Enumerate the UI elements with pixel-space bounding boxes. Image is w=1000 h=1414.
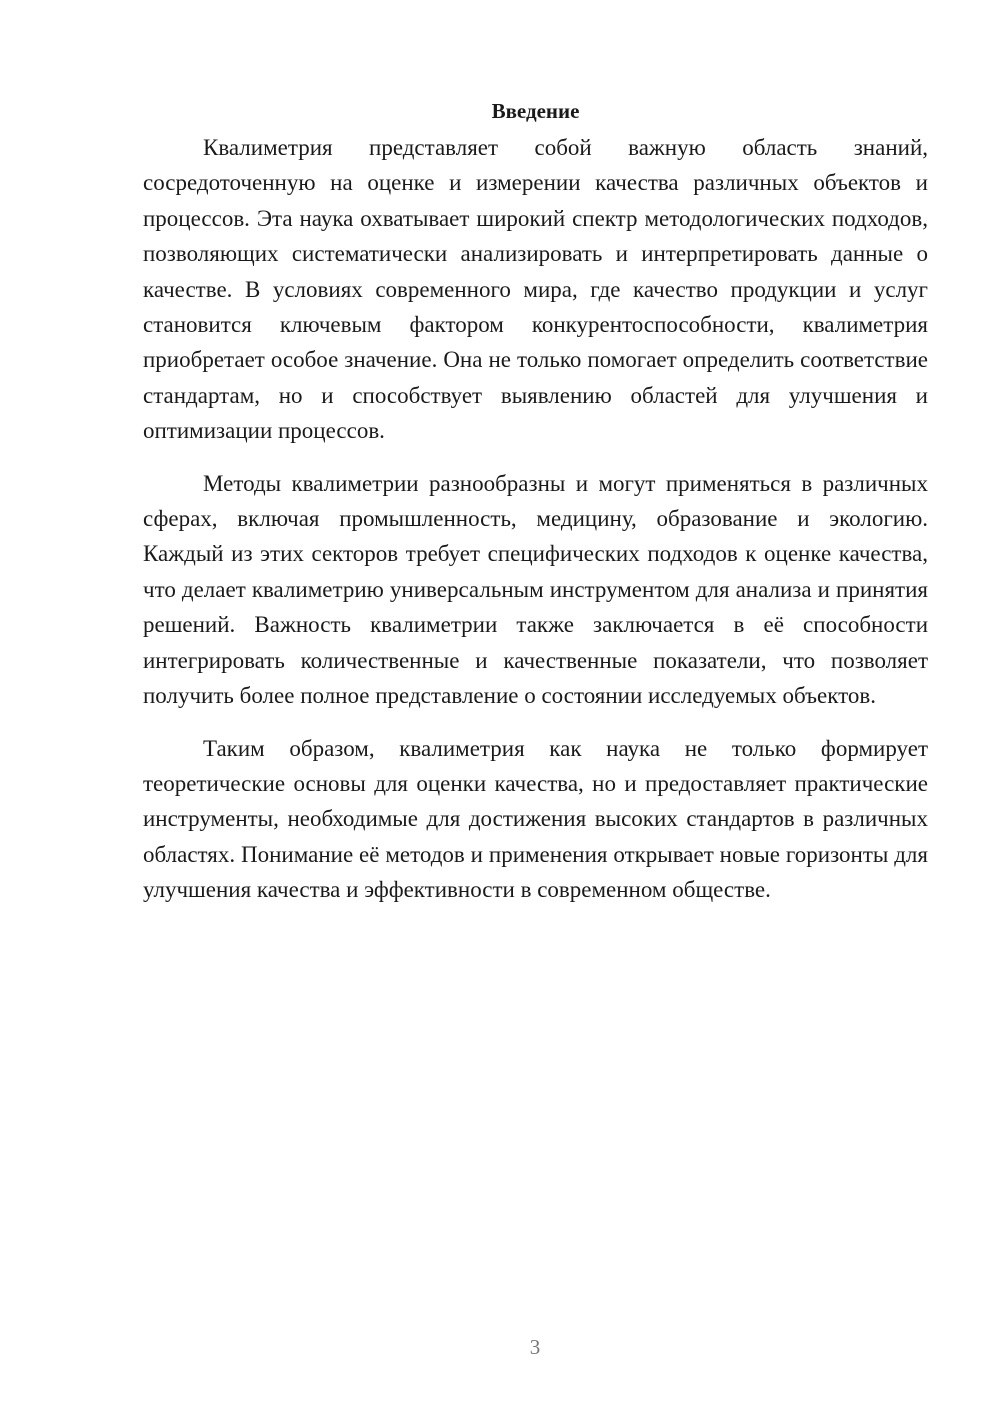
- page-number: 3: [529, 1335, 541, 1359]
- page-content: [143, 96, 928, 908]
- paragraph-2: Методы квалиметрии разнообразны и могут применяться в различных сферах, включая промышленность, медицину, образование и экологию. Каждый из этих секторов требует специфических подходов к оценке качества, что делает квалиметрию универсальным инструментом для анализа и принятия решений. Важность квалиметрии также заключается в её способности интегрировать количественные и качественные показатели, что позволяет получить более полное представление о состоянии исследуемых объектов.: [143, 470, 928, 709]
- section-heading: Введение: [491, 99, 580, 123]
- paragraph-1: Квалиметрия представляет собой важную область знаний, сосредоточенную на оценке и измерении качества различных объектов и процессов. Эта наука охватывает широкий спектр методологических подходов, позволяющих систематически анализировать и интерпретировать данные о качестве. В условиях современного мира, где качество продукции и услуг становится ключевым фактором конкурентоспособности, квалиметрия приобретает особое значение. Она не только помогает определить соответствие стандартам, но и способствует выявлению областей для улучшения и оптимизации процессов.: [143, 135, 928, 444]
- paragraph-3: Таким образом, квалиметрия как наука не только формирует теоретические основы для оценки качества, но и предоставляет практические инструменты, необходимые для достижения высоких стандартов в различных областях. Понимание её методов и применения открывает новые горизонты для улучшения качества и эффективности в современном обществе.: [143, 735, 928, 903]
